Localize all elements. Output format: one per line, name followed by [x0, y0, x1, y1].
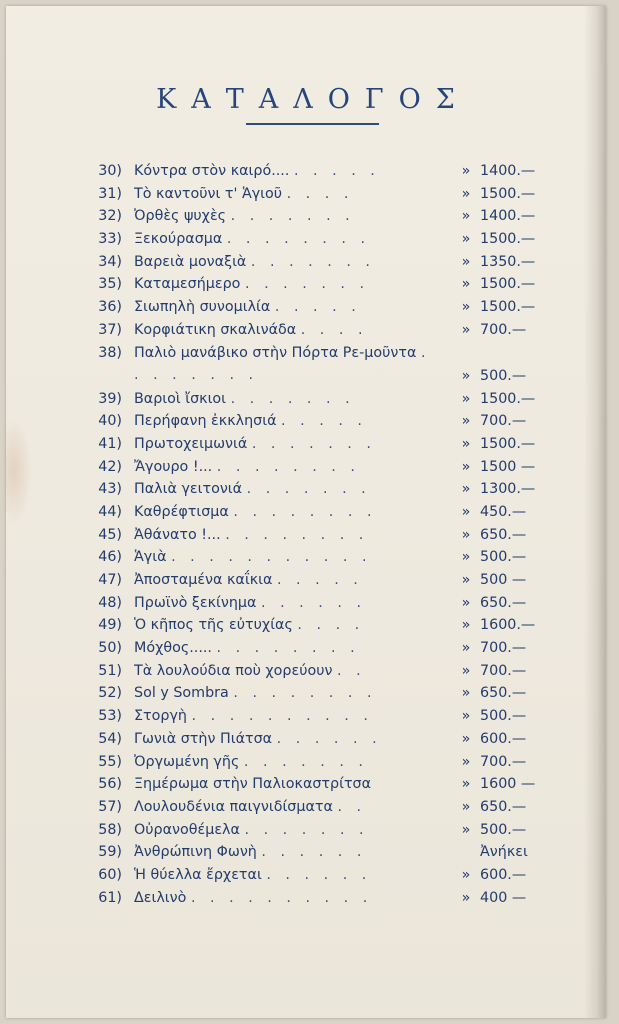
item-title: Κόντρα στὸν καιρό.... . . . . .	[134, 163, 380, 179]
catalog-row	[76, 273, 576, 296]
item-leader-dots: . . . . . .	[261, 844, 367, 861]
item-title: Πρωϊνὸ ξεκίνημα . . . . . .	[134, 594, 366, 611]
catalog-row	[76, 614, 576, 637]
item-title: Καθρέφτισμα . . . . . . . .	[134, 503, 377, 520]
item-leader-dots: . . . . . . .	[243, 753, 368, 770]
catalog-row	[76, 205, 576, 228]
item-title: Κορφιάτικη σκαλινάδα . . . .	[134, 321, 368, 338]
item-number: 61)	[98, 889, 122, 906]
item-title: Παλιὸ μανάβικο στὴν Πόρτα Ρε-μοῦντα . . . . . . . .	[134, 344, 431, 384]
catalog-row	[76, 410, 576, 433]
catalog-row	[76, 183, 576, 206]
catalog-row	[76, 796, 576, 819]
ditto-mark: »	[461, 866, 471, 883]
catalog-row	[76, 251, 576, 274]
item-title: Δειλινὸ . . . . . . . . . .	[134, 889, 373, 906]
item-leader-dots: . . . . . . . .	[216, 458, 360, 475]
ditto-mark: »	[461, 662, 471, 679]
catalog-row	[76, 501, 576, 524]
ditto-mark: »	[461, 776, 471, 793]
ditto-mark: »	[461, 163, 471, 179]
item-title: Ἀποσταμένα καΐκια . . . . .	[134, 572, 363, 588]
item-leader-dots: . . . . . . .	[244, 276, 370, 293]
item-price: 650.—	[480, 526, 527, 543]
item-title: Τὸ καντοῦνι τ' Ἁγιοῦ . . . .	[134, 185, 354, 202]
item-title: Βαριοὶ ἴσκιοι . . . . . . .	[134, 390, 355, 407]
item-leader-dots: . . . . . . .	[244, 821, 369, 838]
item-leader-dots: . . . .	[297, 617, 365, 634]
item-number: 47)	[98, 572, 122, 588]
item-number: 33)	[98, 231, 122, 248]
item-price: 500 —	[480, 572, 527, 588]
ditto-mark: »	[461, 708, 471, 725]
catalog-row	[76, 751, 576, 774]
ditto-mark: »	[461, 798, 471, 815]
catalog-row	[76, 660, 576, 683]
item-number: 56)	[98, 776, 122, 793]
ditto-mark: »	[461, 435, 471, 452]
item-price: 1500.—	[480, 390, 536, 407]
item-number: 44)	[98, 503, 122, 520]
item-number: 58)	[98, 821, 122, 838]
catalog-list	[76, 160, 576, 909]
ditto-mark: »	[461, 572, 471, 588]
item-number: 57)	[98, 798, 122, 815]
catalog-row	[76, 524, 576, 547]
item-price: 700.—	[480, 753, 527, 770]
item-title: Βαρειὰ μοναξιὰ . . . . . . .	[134, 253, 375, 270]
catalog-row	[76, 592, 576, 615]
item-price: 1500 —	[480, 458, 536, 475]
catalog-row	[76, 160, 576, 183]
item-number: 51)	[98, 662, 122, 679]
catalog-row	[76, 819, 576, 842]
ditto-mark: »	[461, 889, 471, 906]
item-title: Στοργὴ . . . . . . . . . .	[134, 708, 373, 725]
item-leader-dots: . . . . . . . . . .	[191, 708, 373, 725]
item-price: 500.—	[480, 821, 527, 838]
ditto-mark: »	[461, 231, 471, 248]
item-title: Λουλουδένια παιγνιδίσματα . .	[134, 798, 367, 815]
item-title: Ἡ θύελλα ἔρχεται . . . . . .	[134, 866, 372, 883]
ditto-mark: »	[461, 640, 471, 657]
item-title: Ἀνθρώπινη Φωνὴ . . . . . .	[134, 844, 367, 861]
item-price: 600.—	[480, 866, 527, 883]
catalog-row	[76, 478, 576, 501]
item-leader-dots: . . . . .	[276, 572, 363, 588]
item-price: 1400.—	[480, 163, 536, 179]
ditto-mark: »	[461, 185, 471, 202]
catalog-row	[76, 456, 576, 479]
item-leader-dots: . . . . . .	[261, 594, 366, 611]
item-price: 650.—	[480, 685, 527, 702]
item-price: 450.—	[480, 503, 527, 520]
ditto-mark: »	[461, 594, 471, 611]
item-leader-dots: . . . . . .	[266, 866, 372, 883]
ditto-mark: »	[461, 276, 471, 293]
item-number: 48)	[98, 594, 122, 611]
item-title: Πρωτοχειμωνιά . . . . . . .	[134, 435, 376, 452]
catalog-row	[76, 546, 576, 569]
item-title: Ξεκούρασμα . . . . . . . .	[134, 231, 371, 248]
item-title: Παλιὰ γειτονιά . . . . . . .	[134, 481, 371, 498]
item-leader-dots: . . . . . . . .	[225, 526, 369, 543]
item-title: Ἀθάνατο !... . . . . . . . .	[134, 526, 369, 543]
ditto-mark: »	[461, 299, 471, 316]
catalog-row	[76, 887, 576, 910]
item-price: 500.—	[480, 549, 527, 566]
catalog-row	[76, 296, 576, 319]
item-title: Ξημέρωμα στὴν Παλιοκαστρίτσα	[134, 776, 372, 793]
item-number: 49)	[98, 617, 122, 634]
item-title: Ὀργωμένη γῆς . . . . . . .	[134, 753, 368, 770]
item-number: 41)	[98, 435, 122, 452]
item-price: 1350.—	[480, 253, 536, 270]
item-leader-dots: . . . . . . . .	[216, 640, 360, 657]
item-price: 1300.—	[480, 481, 536, 498]
ditto-mark: »	[461, 413, 471, 430]
ditto-mark: »	[461, 208, 471, 225]
item-title: Οὐρανοθέμελα . . . . . . .	[134, 821, 369, 838]
item-leader-dots: . . . . . . . .	[233, 503, 377, 520]
catalog-row	[76, 841, 576, 864]
item-leader-dots: . . . . .	[274, 299, 361, 316]
item-number: 55)	[98, 753, 122, 770]
catalog-row	[76, 433, 576, 456]
item-title: Σιωπηλὴ συνομιλία . . . . .	[134, 299, 361, 316]
item-leader-dots: . . . . . . . .	[233, 685, 377, 702]
item-leader-dots: . . . . . . .	[246, 481, 371, 498]
item-number: 31)	[98, 185, 122, 202]
item-leader-dots: . . . .	[286, 185, 354, 202]
item-price: Ἀνήκει	[480, 844, 528, 861]
item-price: 1500.—	[480, 299, 536, 316]
catalog-row	[76, 228, 576, 251]
ditto-mark: »	[461, 458, 471, 475]
item-title: Sol y Sombra . . . . . . . .	[134, 685, 377, 702]
item-title: Ὁ κῆπος τῆς εὐτυχίας . . . .	[134, 617, 365, 634]
ditto-mark: »	[461, 617, 471, 634]
catalog-row	[76, 319, 576, 342]
item-leader-dots: . . . . . . . .	[226, 231, 371, 248]
catalog-row	[76, 773, 576, 796]
item-leader-dots: . . . . . . .	[250, 253, 375, 270]
item-number: 40)	[98, 413, 122, 430]
ditto-mark: »	[461, 821, 471, 838]
item-leader-dots: . . . . . . .	[251, 435, 376, 452]
item-price: 700.—	[480, 662, 527, 679]
item-price: 1500.—	[480, 185, 536, 202]
item-leader-dots: . . . . . . . . . .	[190, 889, 373, 906]
catalog-row	[76, 682, 576, 705]
item-price: 500.—	[480, 708, 527, 725]
item-title: Ὀρθὲς ψυχὲς . . . . . . .	[134, 208, 355, 225]
catalog-row	[76, 864, 576, 887]
item-number: 32)	[98, 208, 122, 225]
item-title: Μόχθος..... . . . . . . . .	[134, 640, 360, 657]
item-price: 650.—	[480, 594, 527, 611]
ditto-mark: »	[461, 367, 471, 384]
item-price: 700.—	[480, 321, 527, 338]
catalog-row	[76, 705, 576, 728]
item-number: 37)	[98, 321, 122, 338]
ditto-mark: »	[461, 390, 471, 407]
catalog-page	[6, 6, 606, 1018]
item-price: 600.—	[480, 730, 527, 747]
item-leader-dots: . . . . . .	[276, 730, 382, 747]
title-underline	[246, 123, 379, 125]
item-title: Ἁγιὰ . . . . . . . . . . .	[134, 549, 372, 566]
item-price: 1400.—	[480, 208, 536, 225]
catalog-row	[76, 728, 576, 751]
item-title: Τὰ λουλούδια ποὺ χορεύουν . .	[134, 662, 366, 679]
ditto-mark: »	[461, 481, 471, 498]
item-number: 52)	[98, 685, 122, 702]
ditto-mark: »	[461, 549, 471, 566]
page-fold-shadow	[584, 6, 606, 1018]
item-number: 36)	[98, 299, 122, 316]
ditto-mark: »	[461, 503, 471, 520]
item-leader-dots: . . . .	[300, 321, 368, 338]
ditto-mark: »	[461, 526, 471, 543]
ditto-mark: »	[461, 253, 471, 270]
ditto-mark: »	[461, 321, 471, 338]
item-leader-dots: . . . . .	[281, 413, 367, 430]
ditto-mark: »	[461, 730, 471, 747]
item-leader-dots: . .	[337, 798, 367, 815]
item-number: 60)	[98, 866, 122, 883]
item-price: 700.—	[480, 640, 527, 657]
ditto-mark: »	[461, 753, 471, 770]
catalog-row	[76, 637, 576, 660]
item-number: 54)	[98, 730, 122, 747]
item-leader-dots: . . . . .	[293, 163, 380, 179]
item-leader-dots: . . . . . . .	[230, 208, 355, 225]
page-title: ΚΑΤΑΛΟΓΟΣ	[156, 84, 470, 115]
item-number: 38)	[98, 344, 122, 361]
paper-stain	[6, 416, 32, 526]
item-leader-dots: . . . . . . . . . . .	[171, 549, 372, 566]
item-price: 700.—	[480, 413, 527, 430]
item-number: 42)	[98, 458, 122, 475]
catalog-row	[76, 388, 576, 411]
item-leader-dots: . . . . . . .	[230, 390, 355, 407]
item-title: Γωνιὰ στὴν Πιάτσα . . . . . .	[134, 730, 382, 747]
item-title: Περήφανη ἐκκλησιά . . . . .	[134, 413, 367, 430]
item-price: 1500.—	[480, 276, 536, 293]
item-leader-dots: . .	[337, 662, 366, 679]
item-number: 53)	[98, 708, 122, 725]
item-title: Καταμεσήμερο . . . . . . .	[134, 276, 370, 293]
item-price: 1600.—	[480, 617, 536, 634]
item-price: 1500.—	[480, 435, 536, 452]
item-number: 35)	[98, 276, 122, 293]
item-number: 45)	[98, 526, 122, 543]
catalog-row	[76, 342, 576, 388]
item-price: 400 —	[480, 889, 527, 906]
item-price: 650.—	[480, 798, 527, 815]
item-leader-dots: . . . . . . . .	[134, 344, 431, 384]
item-price: 500.—	[480, 367, 527, 384]
item-number: 39)	[98, 390, 122, 407]
item-number: 50)	[98, 640, 122, 657]
catalog-row	[76, 569, 576, 592]
item-price: 1500.—	[480, 231, 536, 248]
ditto-mark: »	[461, 685, 471, 702]
item-number: 59)	[98, 844, 122, 861]
item-number: 46)	[98, 549, 122, 566]
item-number: 34)	[98, 253, 122, 270]
item-title: Ἄγουρο !... . . . . . . . .	[134, 458, 360, 475]
item-number: 30)	[98, 163, 122, 179]
item-price: 1600 —	[480, 776, 536, 793]
item-number: 43)	[98, 481, 122, 498]
